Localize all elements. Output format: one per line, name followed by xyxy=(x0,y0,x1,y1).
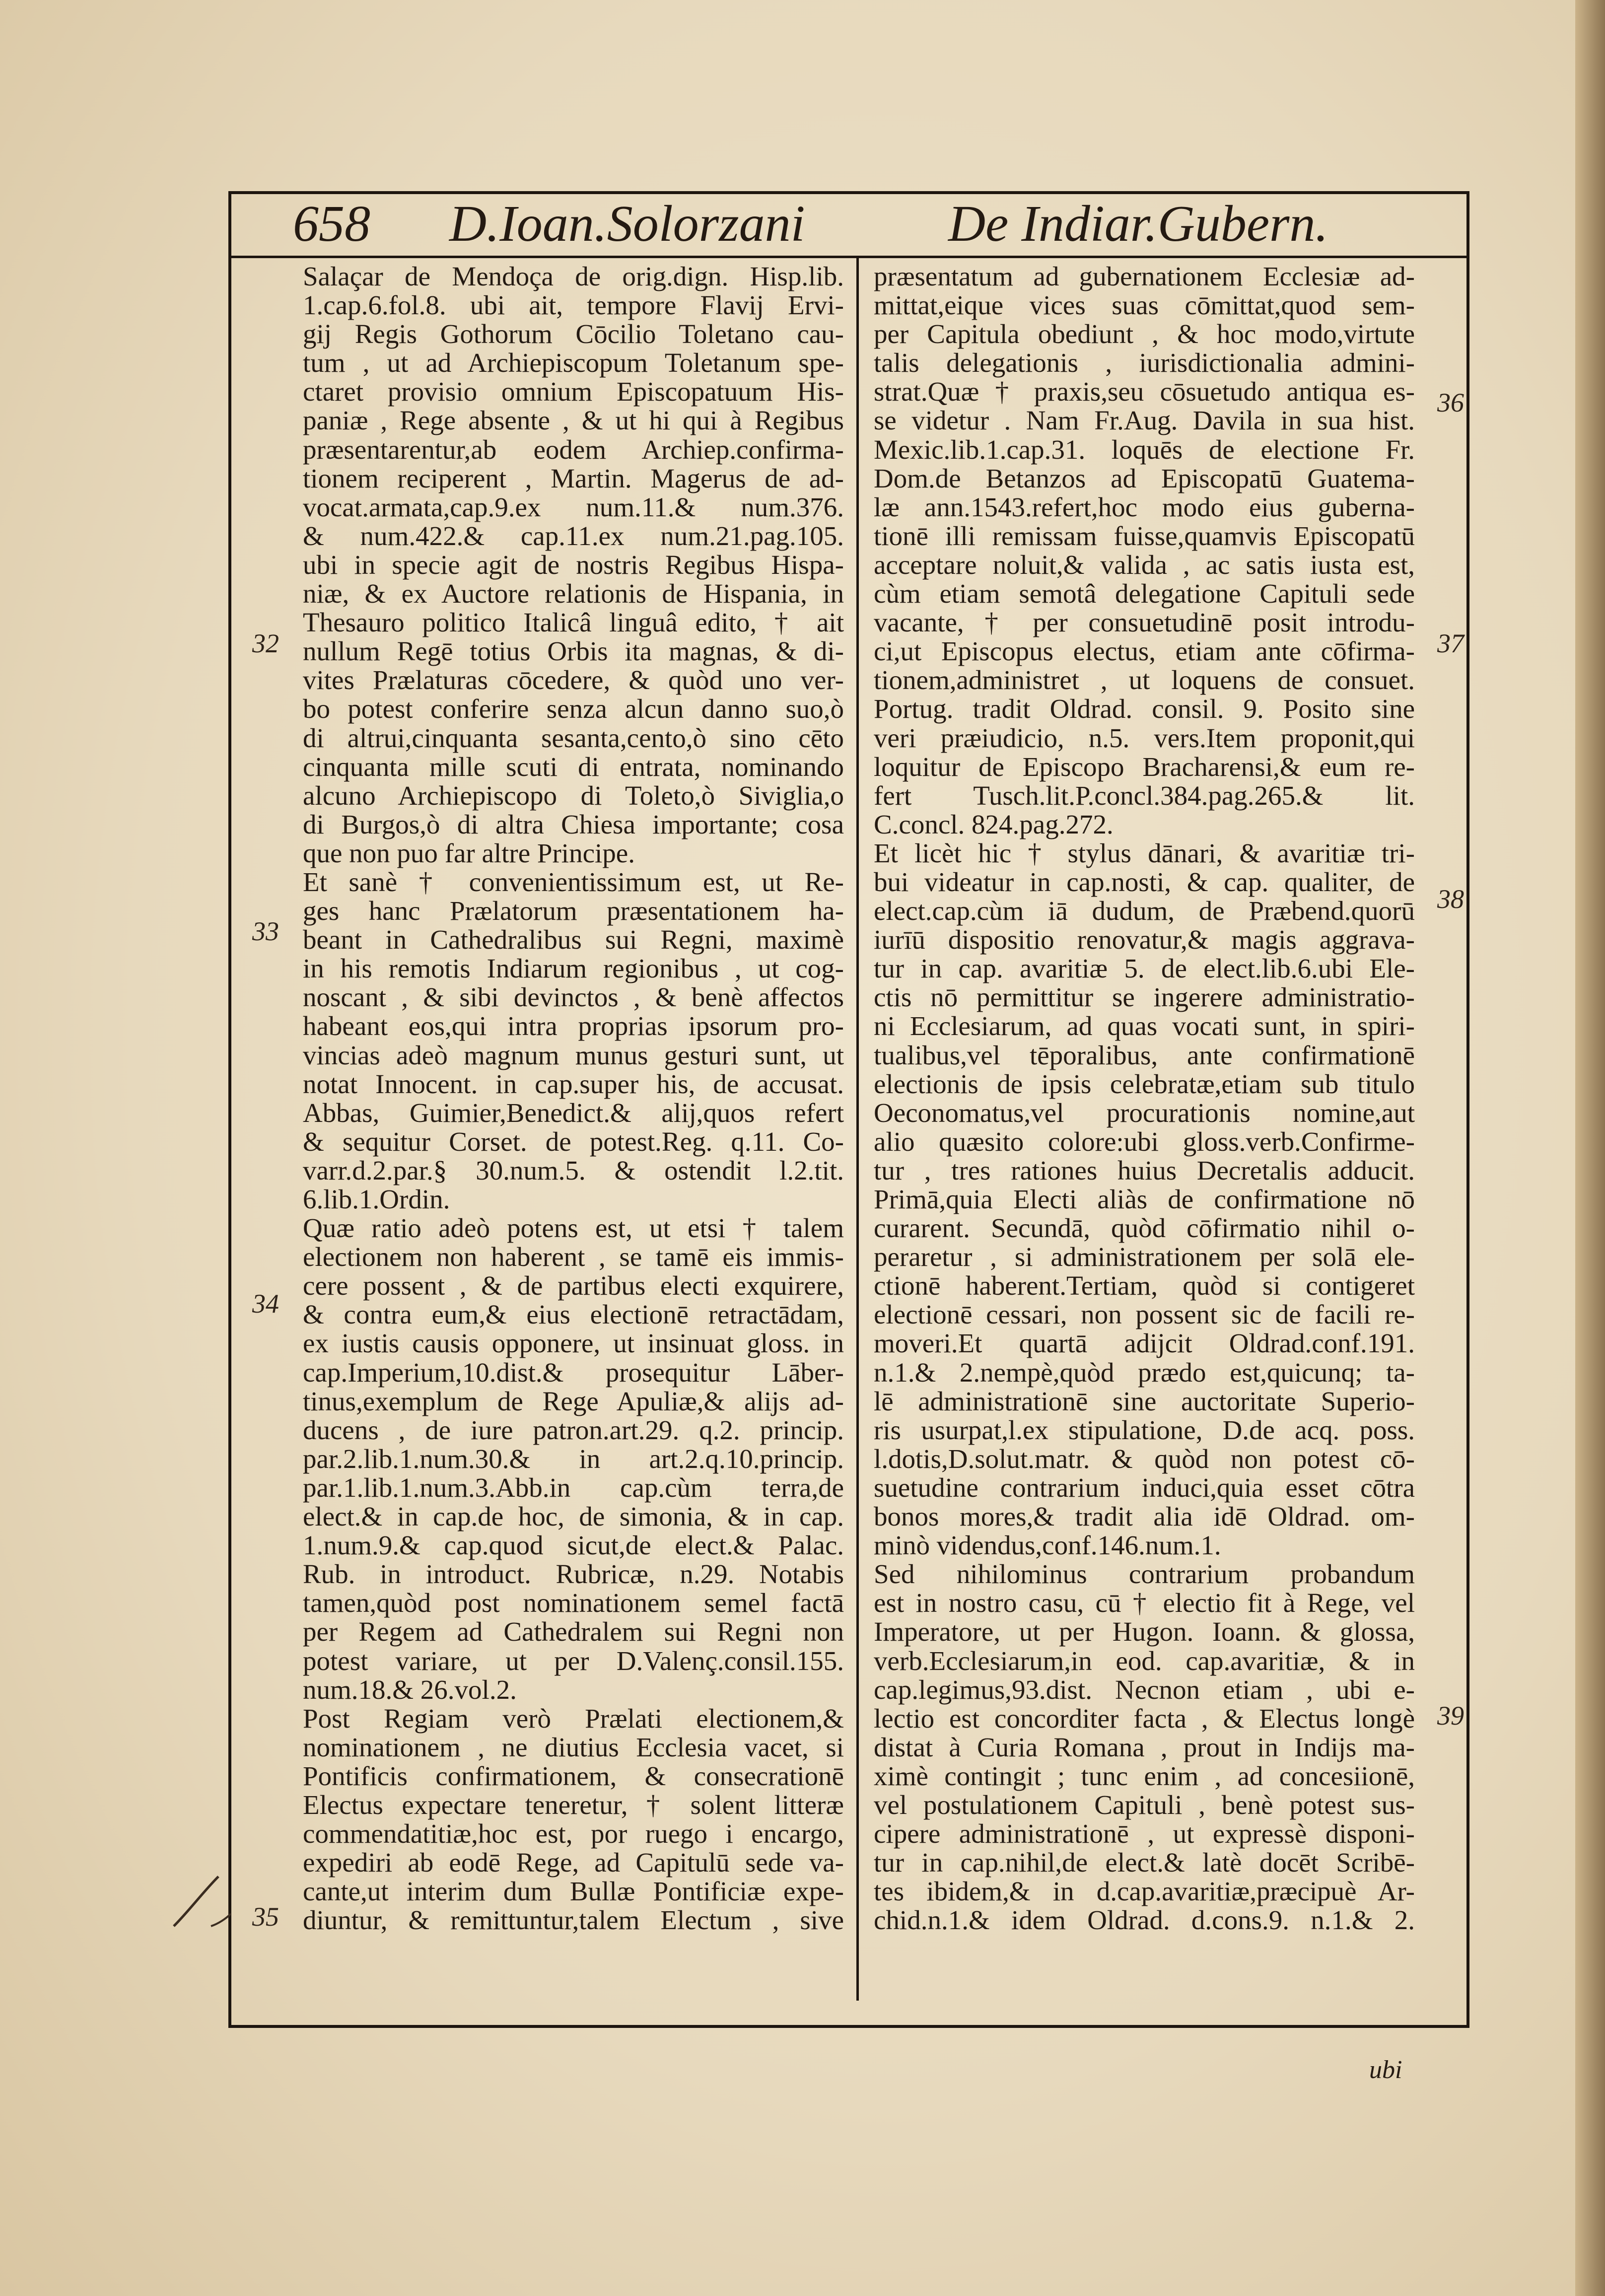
text-line: loquitur de Episcopo Bracharensi,& eum re- xyxy=(874,751,1415,782)
text-line: ctionē haberent.Tertiam, quòd si contigeret xyxy=(874,1270,1415,1301)
text-line: vacante, † per consuetudinē posit introdu- xyxy=(874,607,1415,638)
text-line: l.dotis,D.solut.matr. & quòd non potest cō- xyxy=(874,1443,1415,1474)
right-column xyxy=(874,262,1415,1935)
header-rule xyxy=(228,256,1469,258)
text-line: vites Prælaturas cōcedere, & quòd uno ver- xyxy=(303,665,844,696)
text-line: vel postulationem Capituli , benè potest sus- xyxy=(874,1789,1415,1820)
text-line: elect.& in cap.de hoc, de simonia, & in cap. xyxy=(303,1501,844,1532)
text-line: moveri.Et quartā adijcit Oldrad.conf.191. xyxy=(874,1328,1415,1359)
text-line: nominationem , ne diutius Ecclesia vacet, si xyxy=(303,1732,844,1762)
text-line: nullum Regē totius Orbis ita magnas, & di- xyxy=(303,636,844,667)
text-line: noscant , & sibi devinctos , & benè affectos xyxy=(303,982,844,1013)
text-line: ex iustis causis opponere, ut insinuat gloss. in xyxy=(303,1328,844,1359)
text-line: tionē illi remissam fuisse,quamvis Episcopatū xyxy=(874,520,1415,551)
text-line: 1.num.9.& cap.quod sicut,de elect.& Palac. xyxy=(303,1530,844,1561)
text-line: læ ann.1543.refert,hoc modo eius guberna- xyxy=(874,491,1415,522)
text-line: cùm etiam semotâ delegatione Capituli sede xyxy=(874,578,1415,609)
text-line: acceptare noluit,& valida , ac satis iusta est, xyxy=(874,549,1415,580)
text-line: tinus,exemplum de Rege Apuliæ,& alijs ad- xyxy=(303,1386,844,1416)
text-line: notat Innocent. in cap.super his, de accusat. xyxy=(303,1068,844,1099)
text-line: ni Ecclesiarum, ad quas vocati sunt, in spiri- xyxy=(874,1011,1415,1042)
text-line: tionem,administret , ut loquens de consuet. xyxy=(874,665,1415,696)
text-line: Mexic.lib.1.cap.31. loquēs de electione Fr. xyxy=(874,434,1415,465)
text-line: Electus expectare teneretur, † solent litteræ xyxy=(303,1789,844,1820)
text-line: præsentarentur,ab eodem Archiep.confirma- xyxy=(303,434,844,465)
text-line: diuntur, & remittuntur,talem Electum , sive xyxy=(303,1905,844,1936)
text-line: suetudine contrarium induci,quia esset cōtra xyxy=(874,1472,1415,1503)
text-line: que non puo far altre Principe. xyxy=(303,837,635,868)
text-line: tes ibidem,& in d.cap.avaritiæ,præcipuè Ar- xyxy=(874,1876,1415,1907)
text-line: peraretur , si administrationem per solā ele- xyxy=(874,1242,1415,1272)
text-line: tamen,quòd post nominationem semel factā xyxy=(303,1588,844,1618)
text-line: niæ, & ex Auctore relationis de Hispania, in xyxy=(303,578,844,609)
text-line: in his remotis Indiarum regionibus , ut cog- xyxy=(303,953,844,984)
text-line: talis delegationis , iurisdictionalia admini- xyxy=(874,348,1415,378)
text-line: & num.422.& cap.11.ex num.21.pag.105. xyxy=(303,520,844,551)
text-line: est in nostro casu, cū † electio fit à Rege, vel xyxy=(874,1588,1415,1618)
text-line: cinquanta mille scuti di entrata, nominando xyxy=(303,751,844,782)
text-line: Salaçar de Mendoça de orig.dign. Hisp.lib. xyxy=(303,261,844,291)
text-line: vincias adeò magnum munus gesturi sunt, ut xyxy=(303,1040,844,1070)
column-rule xyxy=(856,258,859,2001)
text-line: Dom.de Betanzos ad Episcopatū Guatema- xyxy=(874,463,1415,493)
text-line: Et licèt hic † stylus dānari, & avaritiæ tri- xyxy=(874,837,1415,868)
text-line: tur in cap.nihil,de elect.& latè docēt Scribē- xyxy=(874,1847,1415,1878)
text-line: alio quæsito colore:ubi gloss.verb.Confirme- xyxy=(874,1126,1415,1157)
page-number: 658 xyxy=(293,195,370,252)
text-line: ximè contingit ; tunc enim , ad concesiionē, xyxy=(874,1760,1415,1791)
text-line: iurīū dispositio renovatur,& magis aggrava- xyxy=(874,924,1415,955)
margin-number-35: 35 xyxy=(252,1902,279,1932)
text-line: veri præiudicio, n.5. vers.Item proponit,qui xyxy=(874,722,1415,753)
text-line: cap.Imperium,10.dist.& prosequitur Lāber- xyxy=(303,1357,844,1388)
margin-number-39: 39 xyxy=(1437,1701,1464,1731)
running-head-title: De Indiar.Gubern. xyxy=(948,195,1328,252)
text-line: cante,ut interim dum Bullæ Pontificiæ expe- xyxy=(303,1876,844,1907)
text-line: per Regem ad Cathedralem sui Regni non xyxy=(303,1616,844,1647)
text-line: bo potest conferire senza alcun danno suo,ò xyxy=(303,694,844,724)
text-line: chid.n.1.& idem Oldrad. d.cons.9. n.1.& 2. xyxy=(874,1905,1415,1936)
text-line: Abbas, Guimier,Benedict.& alij,quos refert xyxy=(303,1097,844,1128)
text-line: par.2.lib.1.num.30.& in art.2.q.10.princip. xyxy=(303,1443,844,1474)
text-line: cere possent , & de partibus electi exquirere, xyxy=(303,1270,844,1301)
text-line: tur in cap. avaritiæ 5. de elect.lib.6.ubi Ele- xyxy=(874,953,1415,984)
page-gutter xyxy=(1575,0,1605,2296)
text-line: Imperatore, ut per Hugon. Ioann. & glossa, xyxy=(874,1616,1415,1647)
text-line: ducens , de iure patron.art.29. q.2. princip. xyxy=(303,1414,844,1445)
margin-number-33: 33 xyxy=(252,916,279,946)
margin-number-32: 32 xyxy=(252,628,279,658)
text-line: habeant eos,qui intra proprias ipsorum pro- xyxy=(303,1011,844,1042)
text-line: se videtur . Nam Fr.Aug. Davila in sua hist. xyxy=(874,405,1415,436)
text-line: Portug. tradit Oldrad. consil. 9. Posito sine xyxy=(874,694,1415,724)
text-line: paniæ , Rege absente , & ut hi qui à Regibus xyxy=(303,405,844,436)
text-line: Pontificis confirmationem, & consecrationē xyxy=(303,1760,844,1791)
catchword: ubi xyxy=(1369,2056,1402,2084)
text-line: lectio est concorditer facta , & Electus longè xyxy=(874,1703,1415,1734)
text-line: ubi in specie agit de nostris Regibus Hispa- xyxy=(303,549,844,580)
running-head-author: D.Ioan.Solorzani xyxy=(449,195,805,252)
text-line: Et sanè † convenientissimum est, ut Re- xyxy=(303,866,844,897)
text-line: par.1.lib.1.num.3.Abb.in cap.cùm terra,de xyxy=(303,1472,844,1503)
text-line: beant in Cathedralibus sui Regni, maximè xyxy=(303,924,844,955)
text-line: lē administrationē sine auctoritate Superio- xyxy=(874,1386,1415,1416)
left-column xyxy=(303,262,844,1935)
text-line: per Capitula obediunt , & hoc modo,virtute xyxy=(874,319,1415,349)
text-line: Quæ ratio adeò potens est, ut etsi † talem xyxy=(303,1213,844,1244)
pen-mark xyxy=(164,1867,233,1936)
text-line: minò videndus,conf.146.num.1. xyxy=(874,1530,1221,1561)
text-line: tionem reciperent , Martin. Magerus de ad- xyxy=(303,463,844,493)
text-line: cap.legimus,93.dist. Necnon etiam , ubi e- xyxy=(874,1674,1415,1705)
text-line: electionem non haberent , se tamē eis immis- xyxy=(303,1242,844,1272)
text-line: fert Tusch.lit.P.concl.384.pag.265.& lit. xyxy=(874,780,1415,811)
text-line: Oeconomatus,vel procurationis nomine,aut xyxy=(874,1097,1415,1128)
text-line: cipere administrationē , ut expressè disponi- xyxy=(874,1818,1415,1849)
text-line: tualibus,vel tēporalibus, ante confirmationē xyxy=(874,1040,1415,1070)
margin-number-36: 36 xyxy=(1437,388,1464,417)
text-line: 6.lib.1.Ordin. xyxy=(303,1184,450,1214)
text-line: strat.Quæ † praxis,seu cōsuetudo antiqua es- xyxy=(874,376,1415,407)
text-line: vocat.armata,cap.9.ex num.11.& num.376. xyxy=(303,491,844,522)
text-line: tur , tres rationes huius Decretalis adducit. xyxy=(874,1155,1415,1185)
text-line: ctis nō permittitur se ingerere administratio- xyxy=(874,982,1415,1013)
text-line: gij Regis Gothorum Cōcilio Toletano cau- xyxy=(303,319,844,349)
text-line: præsentatum ad gubernationem Ecclesiæ ad- xyxy=(874,261,1415,291)
margin-number-34: 34 xyxy=(252,1289,279,1319)
text-line: bui videatur in cap.nosti, & cap. qualiter, de xyxy=(874,866,1415,897)
text-line: & contra eum,& eius electionē retractādam, xyxy=(303,1299,844,1330)
text-line: ctaret provisio omnium Episcopatuum His- xyxy=(303,376,844,407)
text-line: tum , ut ad Archiepiscopum Toletanum spe- xyxy=(303,348,844,378)
text-line: Rub. in introduct. Rubricæ, n.29. Notabis xyxy=(303,1559,844,1590)
text-line: curarent. Secundā, quòd cōfirmatio nihil o- xyxy=(874,1213,1415,1244)
text-line: di altrui,cinquanta sesanta,cento,ò sino cēto xyxy=(303,722,844,753)
text-line: Sed nihilominus contrarium probandum xyxy=(874,1559,1415,1590)
margin-number-37: 37 xyxy=(1437,628,1464,658)
text-line: electionis de ipsis celebratæ,etiam sub titulo xyxy=(874,1068,1415,1099)
text-line: Thesauro politico Italicâ linguâ edito, † ait xyxy=(303,607,844,638)
text-line: varr.d.2.par.§ 30.num.5. & ostendit l.2.tit. xyxy=(303,1155,844,1185)
text-line: Post Regiam verò Prælati electionem,& xyxy=(303,1703,844,1734)
text-line: Primā,quia Electi aliàs de confirmatione nō xyxy=(874,1184,1415,1214)
text-line: num.18.& 26.vol.2. xyxy=(303,1674,517,1705)
text-line: distat à Curia Romana , prout in Indijs ma- xyxy=(874,1732,1415,1762)
text-line: expediri ab eodē Rege, ad Capitulū sede va- xyxy=(303,1847,844,1878)
text-line: mittat,eique vices suas cōmittat,quod sem- xyxy=(874,290,1415,321)
text-line: elect.cap.cùm iā dudum, de Præbend.quorū xyxy=(874,896,1415,926)
text-line: alcuno Archiepiscopo di Toleto,ò Siviglia,o xyxy=(303,780,844,811)
text-line: potest variare, ut per D.Valenç.consil.155. xyxy=(303,1645,844,1676)
text-line: ges hanc Prælatorum præsentationem ha- xyxy=(303,896,844,926)
text-line: n.1.& 2.nempè,quòd prædo est,quicunq; ta- xyxy=(874,1357,1415,1388)
text-line: di Burgos,ò di altra Chiesa importante; cosa xyxy=(303,809,844,839)
text-line: electionē cessari, non possent sic de facili re- xyxy=(874,1299,1415,1330)
margin-number-38: 38 xyxy=(1437,884,1464,914)
text-line: C.concl. 824.pag.272. xyxy=(874,809,1114,839)
text-line: verb.Ecclesiarum,in eod. cap.avaritiæ, & in xyxy=(874,1645,1415,1676)
text-line: commendatitiæ,hoc est, por ruego i encargo, xyxy=(303,1818,844,1849)
text-line: bonos mores,& tradit alia idē Oldrad. om- xyxy=(874,1501,1415,1532)
text-line: 1.cap.6.fol.8. ubi ait, tempore Flavij Ervi- xyxy=(303,290,844,321)
text-line: ris usurpat,l.ex stipulatione, D.de acq. poss. xyxy=(874,1414,1415,1445)
text-line: & sequitur Corset. de potest.Reg. q.11. Co- xyxy=(303,1126,844,1157)
text-line: ci,ut Episcopus electus, etiam ante cōfirma- xyxy=(874,636,1415,667)
